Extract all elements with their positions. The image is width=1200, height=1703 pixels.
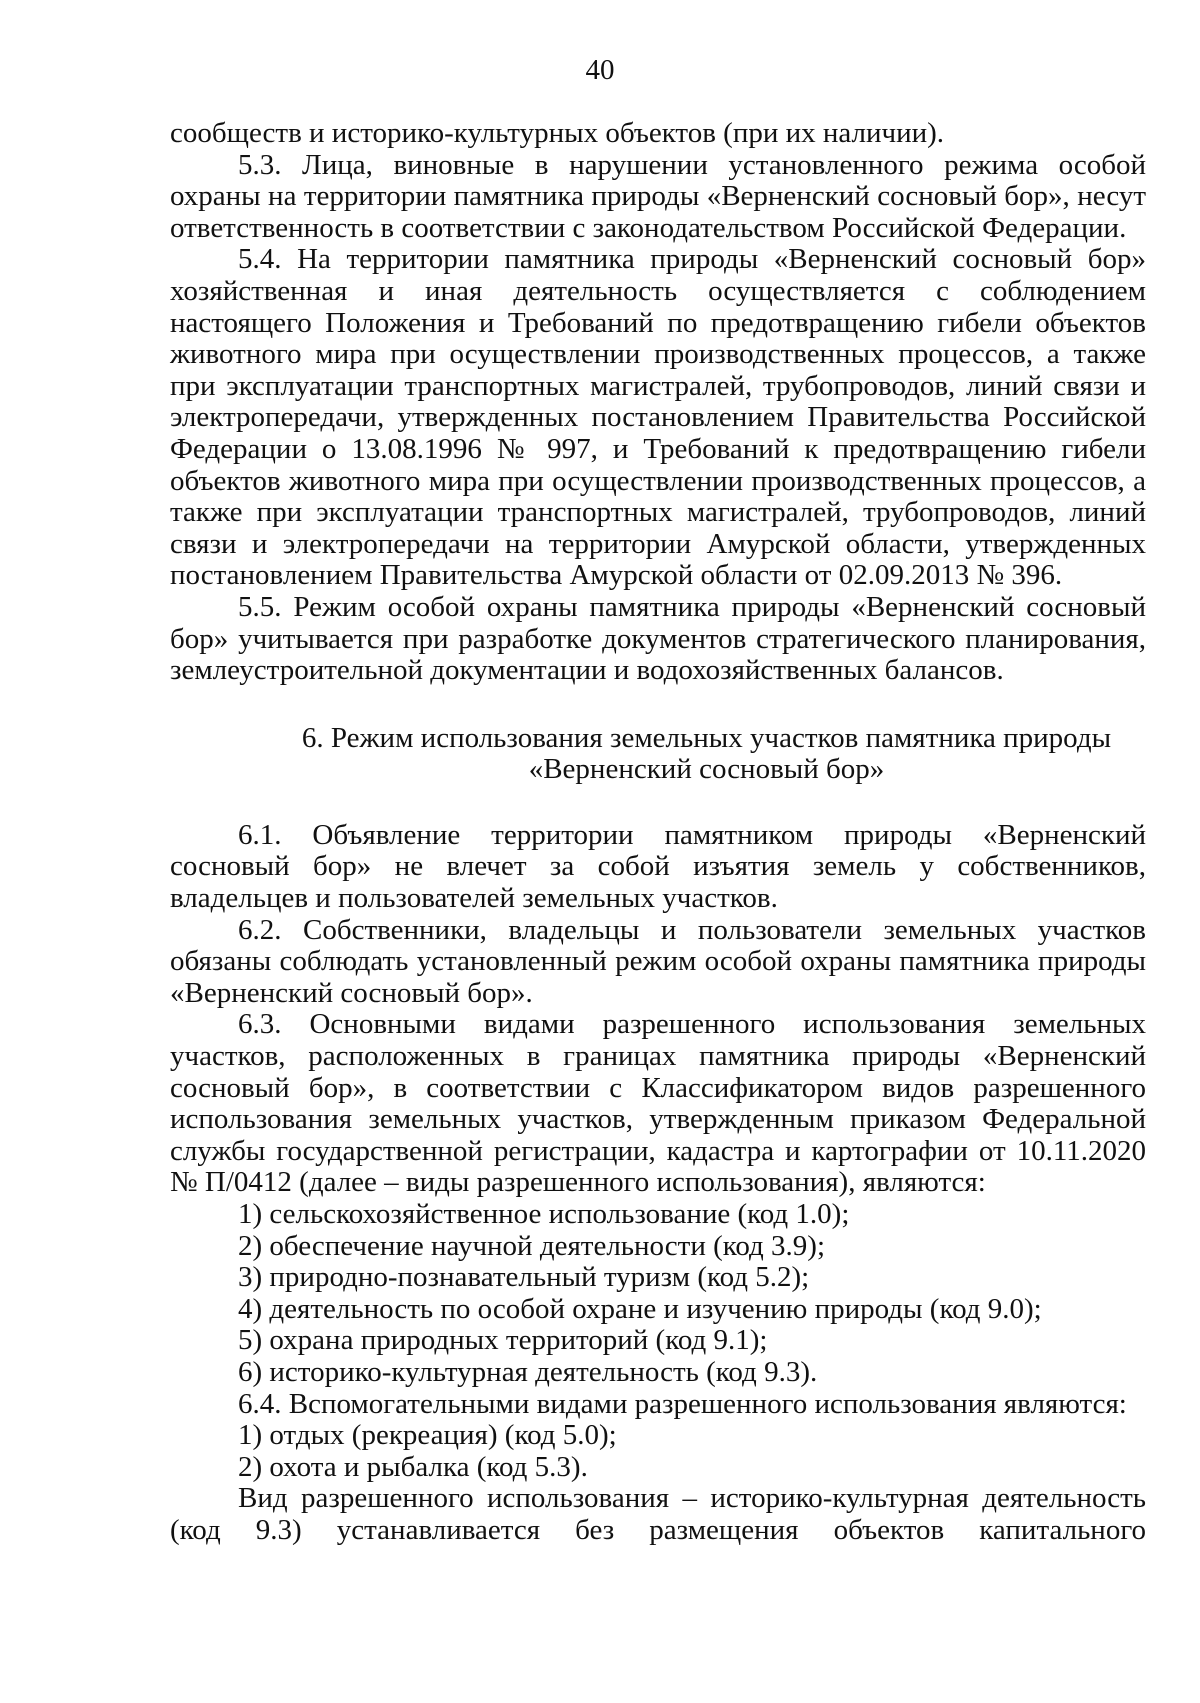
paragraph-6-3: 6.3. Основными видами разрешенного использования земельных участков, расположенных в границах памятника природы «Верненский сосновый бор», в соответствии с Классификатором видов разрешенного использования земельных участков, утвержденным приказом Федеральной службы государственной регистрации, кадастра и картографии от 10.11.2020 № П/0412 (далее – виды разрешенного использования), являются: xyxy=(170,1008,1146,1199)
section-heading-6 xyxy=(170,723,1146,786)
list-item: 2) охота и рыбалка (код 5.3). xyxy=(238,1450,588,1483)
page-number: 40 xyxy=(585,54,615,86)
list-item: 3) природно-познавательный туризм (код 5.2); xyxy=(238,1261,810,1294)
paragraph-5-5: 5.5. Режим особой охраны памятника природы «Верненский сосновый бор» учитывается при разработке документов стратегического планирования, землеустроительной документации и водохозяйственных балансов. xyxy=(170,590,1146,687)
paragraph-final-line-2: (код 9.3) устанавливается без размещения объектов капитального xyxy=(170,1513,1146,1546)
paragraph-continuation: сообществ и историко-культурных объектов (при их наличии). xyxy=(170,117,945,149)
list-item: 6) историко-культурная деятельность (код 9.3). xyxy=(238,1355,818,1388)
paragraph-5-4: 5.4. На территории памятника природы «Верненский сосновый бор» хозяйственная и иная деятельность осуществляется с соблюдением настоящего Положения и Требований по предотвращению гибели объектов животного мира при осуществлении производственных процессов, а также при эксплуатации транспортных магистралей, трубопроводов, линий связи и электропередачи, утвержденных постановлением Правительства Российской Федерации о 13.08.1996 № 997, и Требований к предотвращению гибели объектов животного мира при осуществлении производственных процессов, а также при эксплуатации транспортных магистралей, трубопроводов, линий связи и электропередачи на территории Амурской области, утвержденных постановлением Правительства Амурской области от 02.09.2013 № 396. xyxy=(170,243,1146,592)
list-item: 4) деятельность по особой охране и изучению природы (код 9.0); xyxy=(238,1292,1042,1325)
list-item: 1) сельскохозяйственное использование (код 1.0); xyxy=(238,1198,850,1230)
list-item: 5) охрана природных территорий (код 9.1); xyxy=(238,1324,768,1357)
paragraph-6-1: 6.1. Объявление территории памятником природы «Верненский сосновый бор» не влечет за собой изъятия земель у собственников, владельцев и пользователей земельных участков. xyxy=(170,818,1146,915)
paragraph-final-line-1: Вид разрешенного использования – историко-культурная деятельность xyxy=(238,1482,1146,1515)
section-heading-line-2: «Верненский сосновый бор» xyxy=(528,753,885,786)
paragraph-6-4: 6.4. Вспомогательными видами разрешенного использования являются: xyxy=(238,1387,1127,1420)
document-body xyxy=(170,118,1146,1547)
paragraph-5-3: 5.3. Лица, виновные в нарушении установленного режима особой охраны на территории памятника природы «Верненский сосновый бор», несут ответственность в соответствии с законодательством Российской Федерации. xyxy=(170,148,1146,244)
list-item: 1) отдых (рекреация) (код 5.0); xyxy=(238,1419,617,1452)
paragraph-6-2: 6.2. Собственники, владельцы и пользователи земельных участков обязаны соблюдать установленный режим особой охраны памятника природы «Верненский сосновый бор». xyxy=(170,913,1146,1009)
section-heading-line-1: 6. Режим использования земельных участков памятника природы xyxy=(301,721,1112,754)
list-item: 2) обеспечение научной деятельности (код 3.9); xyxy=(238,1229,825,1262)
